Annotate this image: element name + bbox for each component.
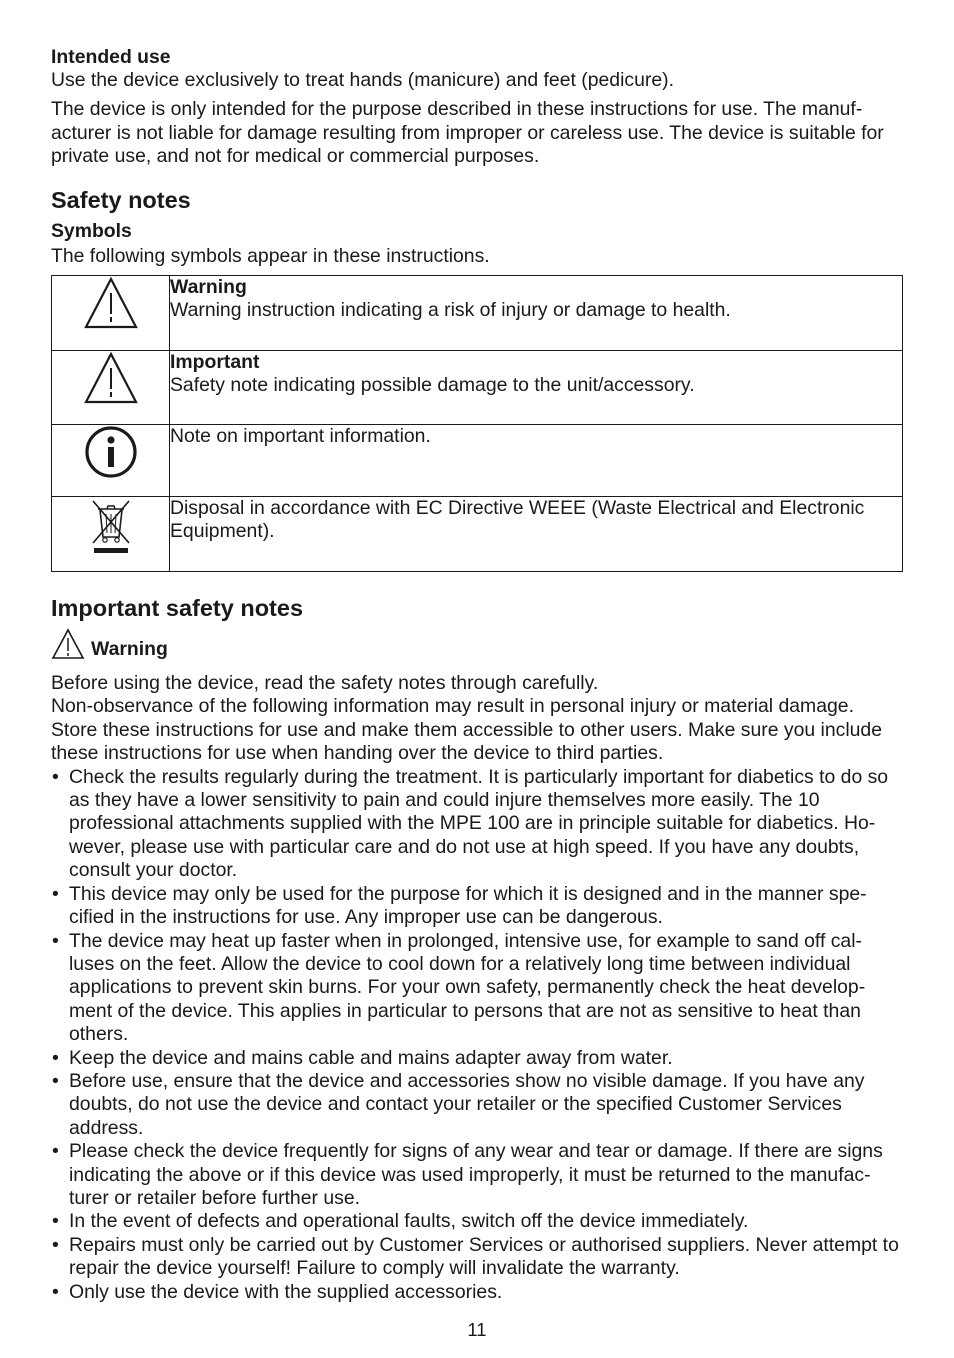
symbol-icon-cell [52, 497, 170, 572]
bullet-dot-icon: • [52, 1046, 59, 1069]
warning-triangle-icon [51, 628, 85, 660]
important-triangle-icon [83, 351, 139, 405]
list-item-text: The device may heat up faster when in prolonged, intensive use, for example to sand off cal-luses on the feet. Allow the device to cool down for a relatively long time between individual applications to prevent skin burns. For your own safety, permanently check the heat develop-ment of the device. This applies in particular to persons that are not as sensitive to heat than others. [69, 929, 866, 1046]
safety-intro-line: Before using the device, read the safety notes through carefully. [51, 672, 599, 695]
list-item [51, 1281, 903, 1304]
weee-crossed-bin-icon [89, 497, 133, 555]
symbol-row-info [52, 425, 903, 497]
warning-triangle-icon [83, 276, 139, 330]
bullet-dot-icon: • [52, 1069, 59, 1092]
symbol-label: Important [170, 351, 260, 374]
list-item [51, 766, 903, 883]
list-item-text: Please check the device frequently for signs of any wear and tear or damage. If there are signs indicating the above or if this device was used improperly, it must be returned to the manufac-turer or retailer before further use. [69, 1140, 883, 1209]
symbol-text-cell [170, 351, 903, 425]
symbols-heading: Symbols [51, 219, 132, 242]
bullet-dot-icon: • [52, 1140, 59, 1163]
bullet-dot-icon: • [52, 1233, 59, 1256]
safety-intro [51, 672, 903, 766]
list-item [51, 1210, 903, 1233]
symbol-row-weee [52, 497, 903, 572]
bullet-dot-icon: • [52, 1210, 59, 1233]
symbol-text-cell [170, 276, 903, 351]
list-item-text: Check the results regularly during the treatment. It is particularly important for diabetics to do so as they have a lower sensitivity to pain and could injure themselves more easily. The 10 professional attachments supplied with the MPE 100 are in principle suitable for diabetics. Ho-wever, please use with particular care and do not use at high speed. If you have any doubts, consult your doctor. [69, 765, 889, 882]
document-page [51, 46, 903, 1304]
list-item-text: Only use the device with the supplied accessories. [69, 1280, 503, 1303]
symbol-description: Warning instruction indicating a risk of injury or damage to health. [170, 299, 731, 322]
list-item-text: In the event of defects and operational faults, switch off the device immediately. [69, 1210, 749, 1233]
list-item [51, 1047, 903, 1070]
list-item [51, 1234, 903, 1281]
warning-callout [51, 628, 903, 660]
info-circle-icon [84, 425, 138, 479]
list-item [51, 883, 903, 930]
symbols-intro: The following symbols appear in these instructions. [51, 244, 490, 267]
bullet-dot-icon: • [52, 929, 59, 952]
list-item-text: This device may only be used for the purpose for which it is designed and in the manner spe-cified in the instructions for use. Any improper use can be dangerous. [69, 882, 867, 929]
warning-label: Warning [91, 638, 168, 661]
important-safety-title: Important safety notes [51, 595, 304, 622]
intended-use-heading: Intended use [51, 46, 171, 68]
symbol-label: Warning [170, 276, 247, 299]
safety-bullet-list [51, 766, 903, 1304]
symbol-description: Safety note indicating possible damage to the unit/accessory. [170, 374, 695, 397]
symbol-icon-cell [52, 351, 170, 425]
bullet-dot-icon: • [52, 882, 59, 905]
symbol-icon-cell [52, 425, 170, 497]
symbol-description: Disposal in accordance with EC Directive WEEE (Waste Electrical and Electronic Equipment). [170, 497, 865, 543]
symbol-text-cell [170, 425, 903, 497]
intended-use-paragraph-1: Use the device exclusively to treat hands (manicure) and feet (pedicure). [51, 69, 674, 91]
symbol-row-warning [52, 276, 903, 351]
bullet-dot-icon: • [52, 765, 59, 788]
page-number: 11 [467, 1319, 487, 1340]
list-item-text: Keep the device and mains cable and mains adapter away from water. [69, 1046, 673, 1069]
list-item [51, 930, 903, 1047]
symbol-text-cell [170, 497, 903, 572]
safety-intro-line: Store these instructions for use and make them accessible to other users. Make sure you include these instructions for use when handing over the device to third parties. [51, 718, 882, 765]
list-item-text: Repairs must only be carried out by Customer Services or authorised suppliers. Never attempt to repair the device yourself! Failure to comply will invalidate the warranty. [69, 1233, 899, 1280]
symbol-description: Note on important information. [170, 425, 431, 448]
symbol-row-important [52, 351, 903, 425]
list-item [51, 1070, 903, 1140]
list-item-text: Before use, ensure that the device and accessories show no visible damage. If you have any doubts, do not use the device and contact your retailer or the specified Customer Services address. [69, 1069, 865, 1139]
safety-intro-line: Non-observance of the following information may result in personal injury or material damage. [51, 695, 854, 718]
intended-use-paragraph-2: The device is only intended for the purpose described in these instructions for use. The manuf-acturer is not liable for damage resulting from improper or careless use. The device is suitable for private use, and not for medical or commercial purposes. [51, 98, 884, 168]
bullet-dot-icon: • [52, 1280, 59, 1303]
symbol-icon-cell [52, 276, 170, 351]
symbols-table [51, 275, 903, 572]
list-item [51, 1140, 903, 1210]
safety-notes-title: Safety notes [51, 186, 191, 213]
